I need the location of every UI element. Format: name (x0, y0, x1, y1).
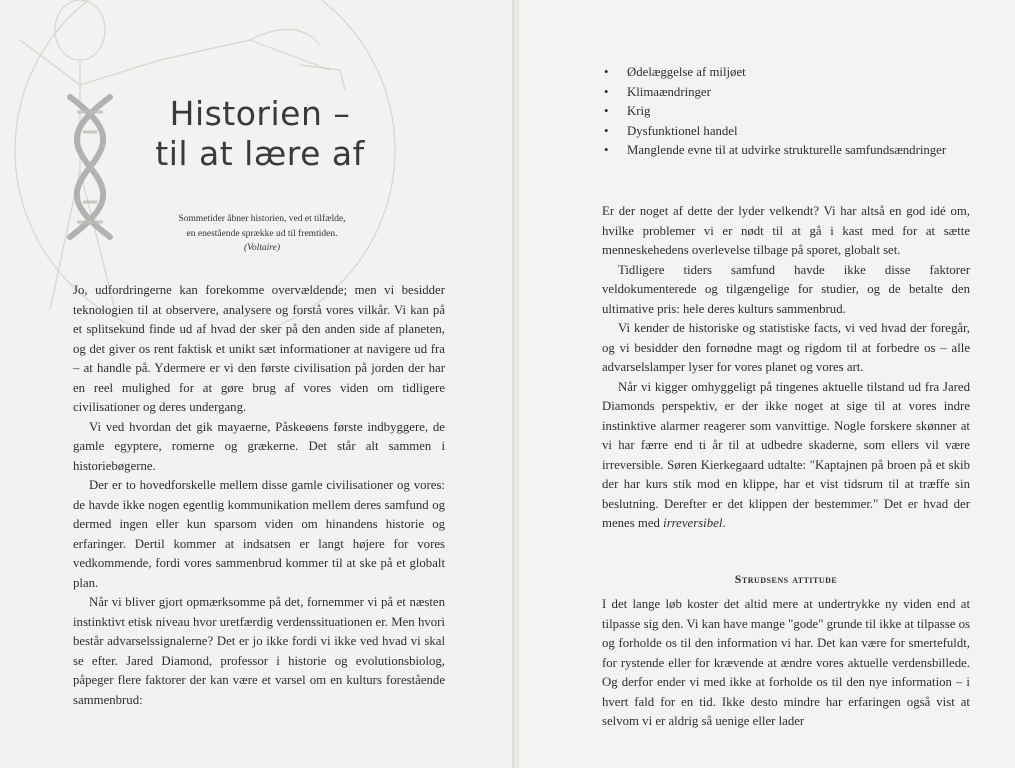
list-item: • Ødelæggelse af miljøet (604, 63, 964, 83)
warning-factors-list (604, 63, 964, 161)
period: . (722, 516, 726, 530)
epigraph-line1: Sommetider åbner historien, ved et tilfælde, (178, 214, 346, 224)
paragraph: Jo, udfordringerne kan forekomme overvældende; men vi besidder teknologien til at observere, analysere og forstå vores vilkår. Vi kan på et splitsekund finde ud af hvad der sker på den anden side af planeten, og det giver os rent faktisk et unikt sæt informationer at navigere ud fra – at handle på. Ydermere er vi den første civilisation på jorden der har en reel mulighed for at gøre brug af vores viden om tidligere civilisationer og deres undergang. (73, 283, 445, 414)
chapter-title (130, 94, 390, 174)
list-item: • Klimaændringer (604, 83, 964, 103)
paragraph: Er der noget af dette der lyder velkendt? Vi har altså en god idé om, hvilke problemer vi er nødt til at gå i kast med for at sætte menneskehedens overlevelse tilbage på sporet, globalt set. (602, 204, 970, 257)
right-body-text (602, 202, 970, 534)
paragraph (602, 378, 970, 534)
left-body-text (73, 281, 445, 710)
chapter-title-line1: Historien – (169, 94, 351, 133)
list-item: • Manglende evne til at udvirke strukturelle samfundsændringer (604, 141, 964, 161)
list-item: • Krig (604, 102, 964, 122)
section-heading: Strudsens attitude (734, 572, 838, 586)
dna-helix-icon (55, 92, 125, 242)
section-body-text (602, 595, 970, 732)
epigraph-line2: en enestående sprække ud til fremtiden. (186, 228, 338, 239)
right-page (519, 0, 1015, 768)
paragraph: Vi ved hvordan det gik mayaerne, Påskeøens første indbyggere, de gamle egyptere, romerne og grækerne. Det står alt sammen i historiebøgerne. (73, 419, 445, 473)
epigraph-source: (Voltaire) (243, 243, 281, 253)
book-gutter (512, 0, 519, 768)
list-item: • Dysfunktionel handel (604, 122, 964, 142)
epigraph (140, 212, 384, 256)
paragraph-text: Når vi kigger omhyggeligt på tingenes aktuelle tilstand ud fra Jared Diamonds perspektiv, er der ikke noget at sige til at vores indre instinktive alarmer reagerer som vanvittige. Nogle forskere skønner at vi har færre end ti år til at udbedre skaderne, som ellers vil være irreversible. Søren Kierkegaard udtalte: "Kaptajnen på broen på et skib der har kurs stik mod en klippe, har et vist tidsrum til at træffe sin beslutning. Derefter er det klippen der bestemmer." Det er hvad der menes med (602, 379, 970, 530)
paragraph: Der er to hovedforskelle mellem disse gamle civilisationer og vores: de havde ikke nogen egentlig kommunikation mellem deres samfund og dermed ingen eller kun sparsom viden om hinandens historie og erfaringer. Dertil kommer at indsatsen er langt højere for vores vedkommende, fordi vores sammenbrud kommer til at ske på et globalt plan. (73, 478, 445, 590)
paragraph: Når vi bliver gjort opmærksomme på det, fornemmer vi på et næsten instinktivt etisk niveau hvor uretfærdig verdenssituationen er. Men hvori består advarselssignalerne? Det er jo ikke fordi vi ikke ved hvad vi skal se efter. Jared Diamond, professor i historie og evolutionsbiolog, påpeger flere faktorer der kan være et varsel om en kulturs forestående sammenbrud: (73, 595, 445, 707)
italic-term: irreversibel (663, 516, 723, 530)
chapter-title-line2: til at lære af (155, 134, 365, 173)
paragraph: Tidligere tiders samfund havde ikke disse faktorer veldokumenterede og tilgængelige for studier, og de betalte den ultimative pris: hele deres kulturs sammenbrud. (602, 262, 970, 316)
paragraph: I det lange løb koster det altid mere at undertrykke ny viden end at tilpasse sig den. Vi kan have mange "gode" grunde til ikke at tilpasse os og forholde os til den information vi har. Det kan være for smertefuldt, for rystende eller for krævende at ændre vores aktuelle verdensbillede. Og derfor ender vi med ikke at forholde os til den nye information – i hvert fald for en tid. Ikke desto mindre har erfaringen også vist at selvom vi er aldrig så uenige eller lader (602, 597, 970, 728)
paragraph: Vi kender de historiske og statistiske facts, vi ved hvad der foregår, og vi besidder den fornødne magt og rigdom til at forbedre os – alle advarselslamper lyser for vores planet og vores art. (602, 321, 970, 374)
